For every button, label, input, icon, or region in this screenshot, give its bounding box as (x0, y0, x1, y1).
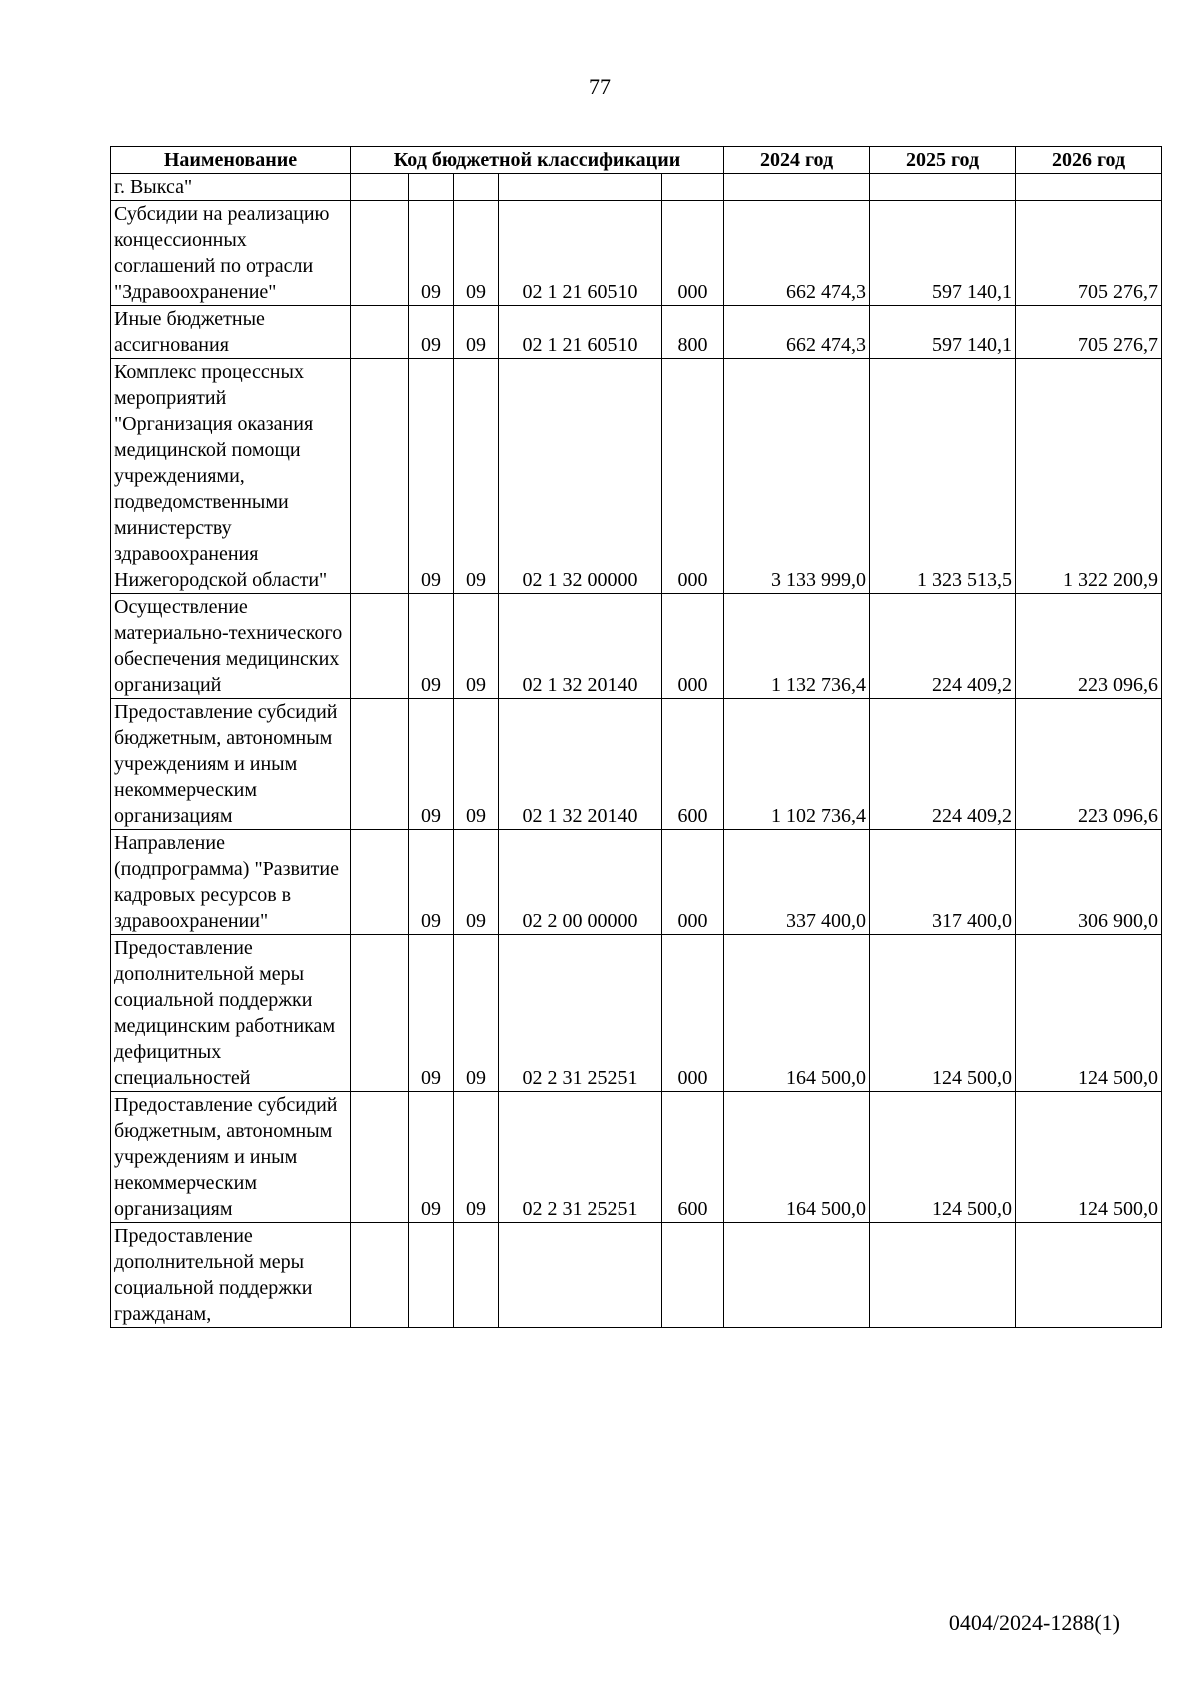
value-2024: 1 102 736,4 (724, 699, 870, 830)
code-section: 09 (409, 1092, 454, 1223)
value-2025: 317 400,0 (870, 830, 1016, 935)
value-2024 (724, 174, 870, 201)
code-expense-type: 000 (662, 201, 724, 306)
code-part-1 (351, 174, 409, 201)
row-name: Субсидии на реализацию концессионных соглашений по отрасли "Здравоохранение" (111, 201, 351, 306)
code-part-1 (351, 935, 409, 1092)
value-2026: 705 276,7 (1016, 306, 1162, 359)
value-2026 (1016, 174, 1162, 201)
table-row (111, 699, 1162, 830)
code-section: 09 (409, 201, 454, 306)
value-2024: 337 400,0 (724, 830, 870, 935)
code-part-1 (351, 359, 409, 594)
value-2026: 124 500,0 (1016, 935, 1162, 1092)
code-subsection: 09 (454, 699, 499, 830)
code-subsection: 09 (454, 201, 499, 306)
code-subsection: 09 (454, 935, 499, 1092)
value-2026: 306 900,0 (1016, 830, 1162, 935)
table-row (111, 174, 1162, 201)
value-2026: 124 500,0 (1016, 1092, 1162, 1223)
table-row (111, 594, 1162, 699)
row-name: г. Выкса" (111, 174, 351, 201)
value-2026: 1 322 200,9 (1016, 359, 1162, 594)
table-row (111, 1092, 1162, 1223)
code-part-1 (351, 1092, 409, 1223)
code-expense-type (662, 174, 724, 201)
value-2024 (724, 1223, 870, 1328)
row-name: Направление (подпрограмма) "Развитие кадровых ресурсов в здравоохранении" (111, 830, 351, 935)
code-part-1 (351, 1223, 409, 1328)
code-part-1 (351, 594, 409, 699)
table-row (111, 201, 1162, 306)
code-subsection: 09 (454, 306, 499, 359)
code-part-1 (351, 699, 409, 830)
header-name: Наименование (111, 147, 351, 174)
value-2025: 1 323 513,5 (870, 359, 1016, 594)
code-section: 09 (409, 306, 454, 359)
header-row (111, 147, 1162, 174)
code-section (409, 1223, 454, 1328)
header-2025: 2025 год (870, 147, 1016, 174)
code-subsection: 09 (454, 594, 499, 699)
value-2024: 662 474,3 (724, 306, 870, 359)
budget-table (110, 146, 1162, 1328)
code-expense-type: 000 (662, 359, 724, 594)
row-name: Предоставление субсидий бюджетным, автономным учреждениям и иным некоммерческим организациям (111, 1092, 351, 1223)
value-2024: 662 474,3 (724, 201, 870, 306)
table-row (111, 1223, 1162, 1328)
value-2025: 124 500,0 (870, 935, 1016, 1092)
code-subsection: 09 (454, 1092, 499, 1223)
value-2024: 3 133 999,0 (724, 359, 870, 594)
code-expense-type (662, 1223, 724, 1328)
row-name: Комплекс процессных мероприятий "Организация оказания медицинской помощи учреждениями, подведомственными министерству здравоохранения Нижегородской области" (111, 359, 351, 594)
code-section: 09 (409, 935, 454, 1092)
code-subsection: 09 (454, 830, 499, 935)
code-target-article: 02 1 32 20140 (499, 594, 662, 699)
value-2025: 224 409,2 (870, 699, 1016, 830)
value-2025: 597 140,1 (870, 306, 1016, 359)
code-part-1 (351, 306, 409, 359)
code-subsection (454, 174, 499, 201)
code-subsection (454, 1223, 499, 1328)
page-number: 77 (589, 74, 611, 99)
value-2026 (1016, 1223, 1162, 1328)
code-expense-type: 600 (662, 699, 724, 830)
code-target-article: 02 1 32 00000 (499, 359, 662, 594)
value-2024: 164 500,0 (724, 1092, 870, 1223)
code-target-article (499, 174, 662, 201)
code-section: 09 (409, 699, 454, 830)
value-2025: 597 140,1 (870, 201, 1016, 306)
code-target-article: 02 1 21 60510 (499, 306, 662, 359)
value-2024: 164 500,0 (724, 935, 870, 1092)
row-name: Предоставление дополнительной меры социальной поддержки медицинским работникам дефицитных специальностей (111, 935, 351, 1092)
table-row (111, 935, 1162, 1092)
value-2026: 705 276,7 (1016, 201, 1162, 306)
value-2025 (870, 174, 1016, 201)
code-section: 09 (409, 830, 454, 935)
code-target-article: 02 2 31 25251 (499, 1092, 662, 1223)
code-expense-type: 800 (662, 306, 724, 359)
value-2024: 1 132 736,4 (724, 594, 870, 699)
header-2024: 2024 год (724, 147, 870, 174)
code-expense-type: 000 (662, 594, 724, 699)
header-code: Код бюджетной классификации (351, 147, 724, 174)
row-name: Предоставление субсидий бюджетным, автономным учреждениям и иным некоммерческим организациям (111, 699, 351, 830)
row-name: Осуществление материально-технического обеспечения медицинских организаций (111, 594, 351, 699)
row-name: Предоставление дополнительной меры социальной поддержки гражданам, (111, 1223, 351, 1328)
code-part-1 (351, 201, 409, 306)
code-expense-type: 000 (662, 830, 724, 935)
code-target-article: 02 1 21 60510 (499, 201, 662, 306)
value-2026: 223 096,6 (1016, 699, 1162, 830)
value-2025 (870, 1223, 1016, 1328)
document-number: 0404/2024-1288(1) (948, 1610, 1120, 1635)
table-row (111, 359, 1162, 594)
table-row (111, 306, 1162, 359)
code-target-article: 02 2 31 25251 (499, 935, 662, 1092)
header-2026: 2026 год (1016, 147, 1162, 174)
value-2026: 223 096,6 (1016, 594, 1162, 699)
code-target-article: 02 2 00 00000 (499, 830, 662, 935)
code-expense-type: 000 (662, 935, 724, 1092)
code-expense-type: 600 (662, 1092, 724, 1223)
code-section: 09 (409, 594, 454, 699)
code-section: 09 (409, 359, 454, 594)
code-target-article (499, 1223, 662, 1328)
table-row (111, 830, 1162, 935)
value-2025: 124 500,0 (870, 1092, 1016, 1223)
row-name: Иные бюджетные ассигнования (111, 306, 351, 359)
code-section (409, 174, 454, 201)
code-subsection: 09 (454, 359, 499, 594)
value-2025: 224 409,2 (870, 594, 1016, 699)
code-part-1 (351, 830, 409, 935)
code-target-article: 02 1 32 20140 (499, 699, 662, 830)
